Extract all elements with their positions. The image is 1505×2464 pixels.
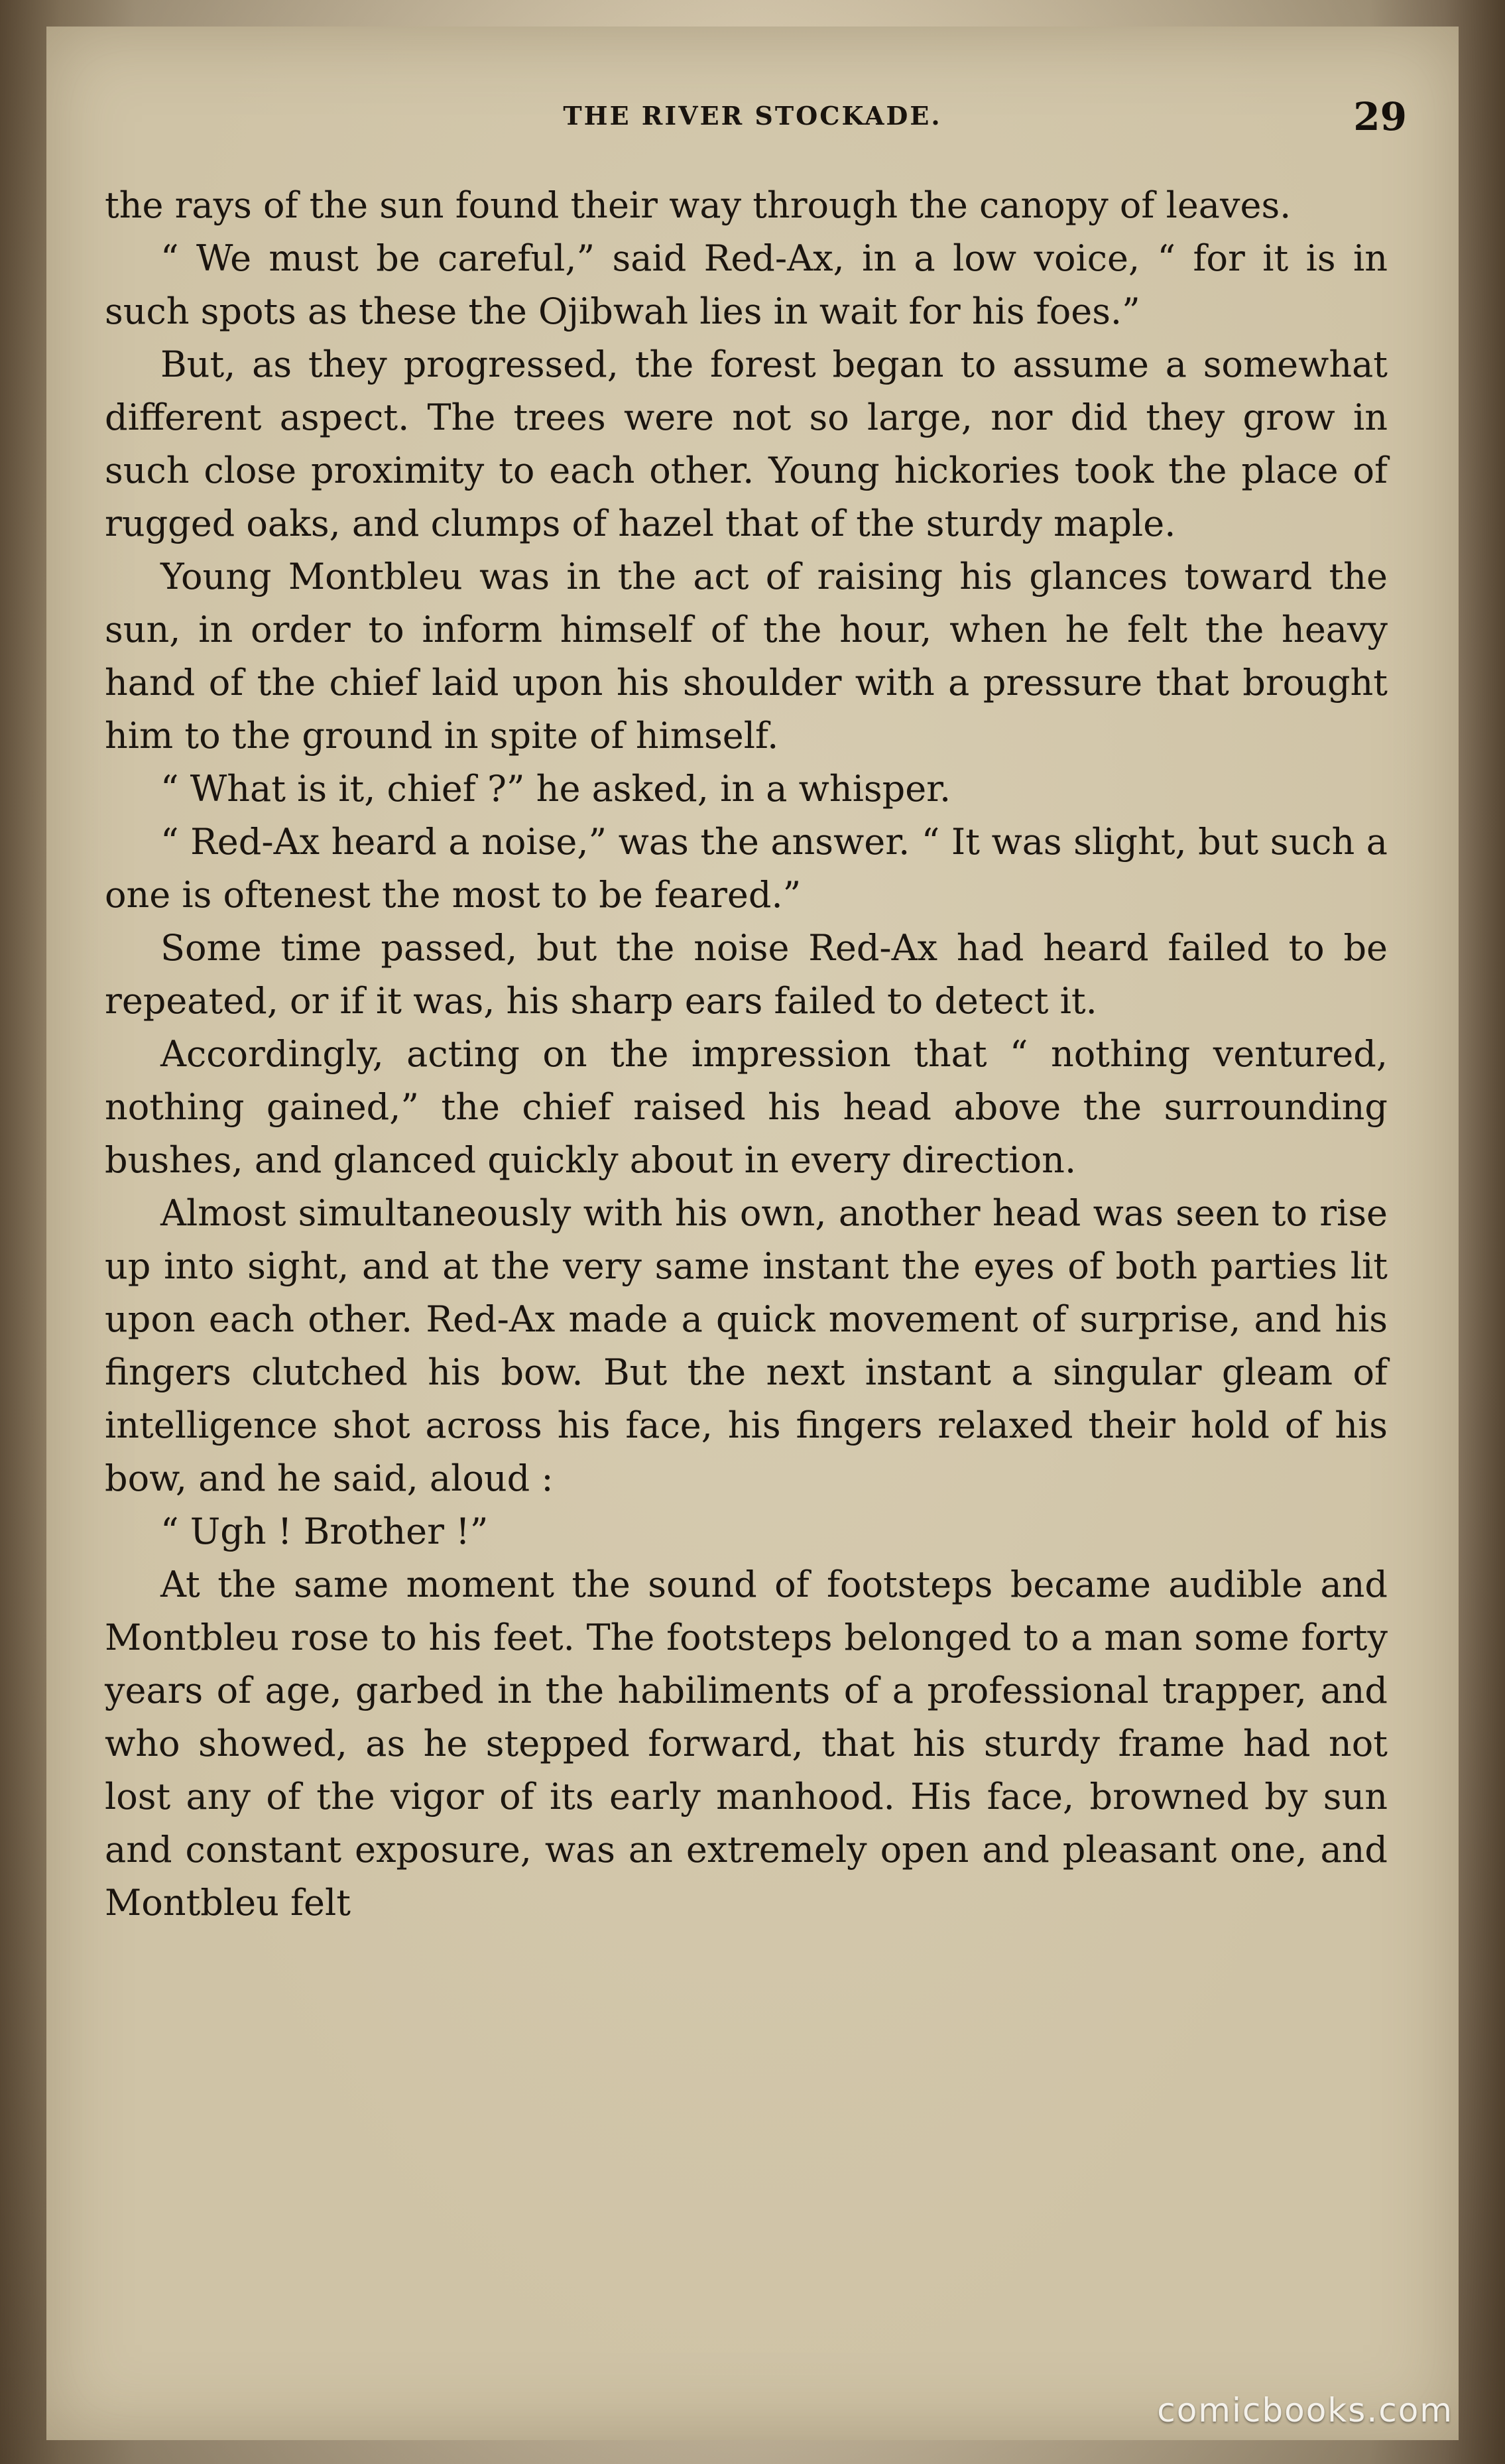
page-number: 29: [1353, 94, 1407, 139]
paragraph: Some time passed, but the noise Red-Ax had heard failed to be repeated, or if it was, his sharp ears failed to detect it.: [105, 927, 1388, 1022]
paragraph: the rays of the sun found their way through the canopy of leaves.: [105, 184, 1292, 226]
paragraph: Accordingly, acting on the impression that “ nothing ventured, nothing gained,” the chief raised his head above the surrounding bushes, and glanced quickly about in every direction.: [105, 1033, 1388, 1181]
paragraph: “ Ugh ! Brother !”: [160, 1510, 489, 1552]
running-head: [46, 94, 1459, 141]
paragraph: Young Montbleu was in the act of raising his glances toward the sun, in order to inform himself of the hour, when he felt the heavy hand of the chief laid upon his shoulder with a pressure that brought him to the ground in spite of himself.: [105, 556, 1388, 757]
paragraph: “ We must be careful,” said Red-Ax, in a low voice, “ for it is in such spots as these the Ojibwah lies in wait for his foes.”: [105, 237, 1388, 332]
paragraph: But, as they progressed, the forest began to assume a somewhat different aspect. The trees were not so large, nor did they grow in such close proximity to each other. Young hickories took the place of rugged oaks, and clumps of hazel that of the sturdy maple.: [105, 343, 1388, 544]
watermark: comicbooks.com: [1157, 2391, 1453, 2430]
book-page: [46, 27, 1459, 2440]
paragraph: “ What is it, chief ?” he asked, in a whisper.: [160, 768, 951, 810]
body-text: [105, 179, 1388, 1930]
paragraph: “ Red-Ax heard a noise,” was the answer. “ It was slight, but such a one is oftenest the most to be feared.”: [105, 821, 1388, 916]
running-title: THE RIVER STOCKADE.: [563, 101, 942, 131]
paragraph: Almost simultaneously with his own, another head was seen to rise up into sight, and at the very same instant the eyes of both parties lit upon each other. Red-Ax made a quick movement of surprise, and his fingers clutched his bow. But the next instant a singular gleam of intelligence shot across his face, his fingers relaxed their hold of his bow, and he said, aloud :: [105, 1192, 1388, 1499]
paragraph: At the same moment the sound of footsteps became audible and Montbleu rose to his feet. The footsteps belonged to a man some forty years of age, garbed in the habiliments of a professional trapper, and who showed, as he stepped forward, that his sturdy frame had not lost any of the vigor of its early manhood. His face, browned by sun and constant exposure, was an extremely open and pleasant one, and Montbleu felt: [105, 1564, 1388, 1924]
